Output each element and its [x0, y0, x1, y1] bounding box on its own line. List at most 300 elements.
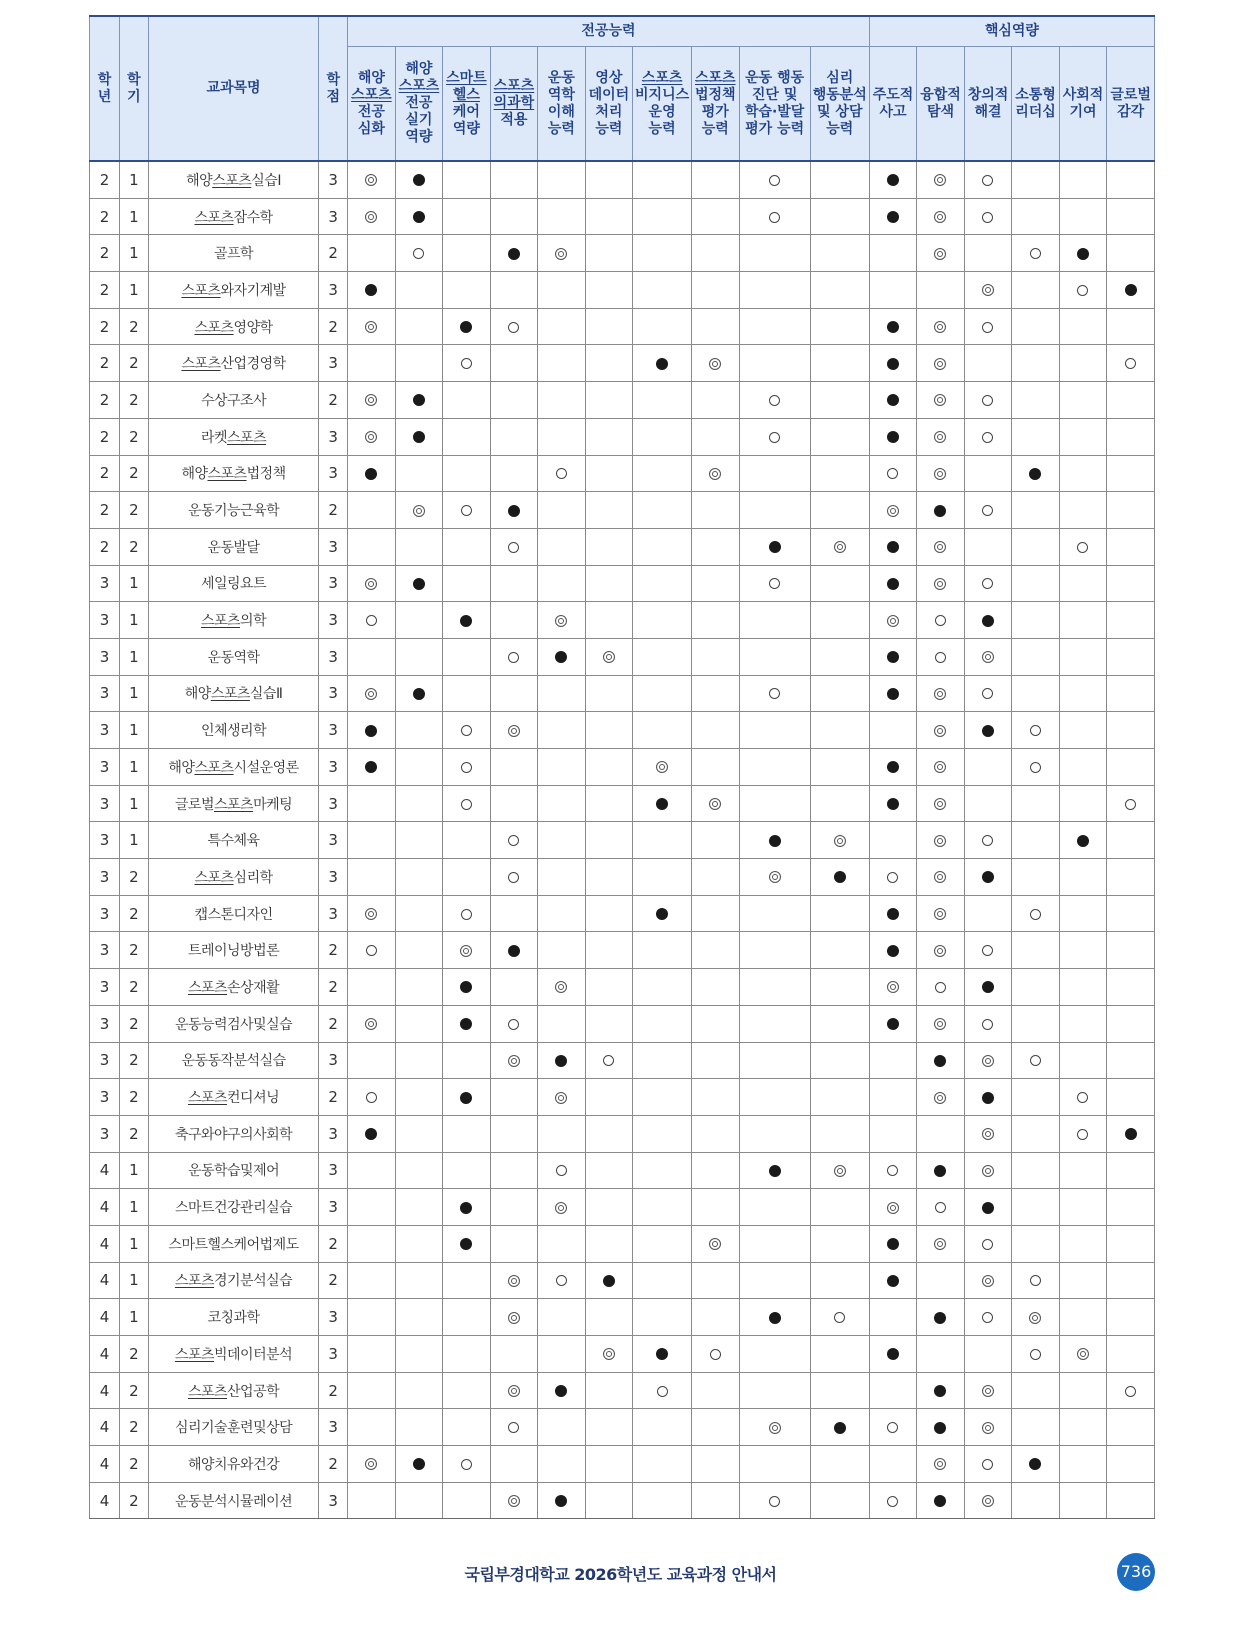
cell-major-7 [633, 345, 692, 382]
open-circle-mark [556, 468, 567, 479]
cell-major-3 [443, 198, 491, 235]
cell-year: 2 [90, 418, 120, 455]
cell-major-1 [348, 602, 396, 639]
col-header-core-4 [1012, 47, 1060, 162]
open-circle-mark [710, 1349, 721, 1360]
cell-semester: 1 [119, 1299, 148, 1336]
table-row [90, 785, 1155, 822]
filled-circle-mark [365, 284, 377, 296]
double-circle-mark [934, 798, 946, 810]
cell-major-5 [538, 455, 586, 492]
cell-credits: 2 [319, 1079, 348, 1116]
cell-core-1 [869, 749, 917, 786]
cell-core-2 [917, 1409, 965, 1446]
cell-credits: 3 [319, 565, 348, 602]
cell-semester: 2 [119, 1446, 148, 1483]
cell-major-4 [490, 1336, 538, 1373]
cell-core-3 [964, 1152, 1012, 1189]
cell-major-8 [692, 198, 740, 235]
cell-core-6 [1107, 418, 1155, 455]
open-circle-mark [508, 542, 519, 553]
cell-core-1 [869, 308, 917, 345]
table-row [90, 1079, 1155, 1116]
cell-core-6 [1107, 1409, 1155, 1446]
col-header-line: 데이터 [588, 86, 630, 103]
double-circle-mark [934, 248, 946, 260]
cell-core-5 [1059, 712, 1107, 749]
cell-major-3 [443, 1189, 491, 1226]
cell-credits: 3 [319, 272, 348, 309]
cell-core-1 [869, 1299, 917, 1336]
filled-circle-mark [887, 431, 899, 443]
double-circle-mark [709, 798, 721, 810]
cell-major-5 [538, 1079, 586, 1116]
table-row [90, 895, 1155, 932]
cell-major-9 [739, 712, 810, 749]
cell-major-1 [348, 895, 396, 932]
cell-credits: 3 [319, 1299, 348, 1336]
open-circle-mark [887, 468, 898, 479]
cell-core-1 [869, 1262, 917, 1299]
cell-major-3 [443, 1336, 491, 1373]
cell-core-5 [1059, 235, 1107, 272]
cell-major-10 [810, 418, 869, 455]
cell-major-8 [692, 418, 740, 455]
cell-core-1 [869, 1409, 917, 1446]
cell-major-8 [692, 235, 740, 272]
cell-core-1 [869, 418, 917, 455]
cell-core-3 [964, 712, 1012, 749]
cell-core-4 [1012, 528, 1060, 565]
double-circle-mark [934, 358, 946, 370]
course-name-keyword: 스포츠 [214, 796, 254, 813]
cell-semester: 2 [119, 1482, 148, 1519]
cell-major-5 [538, 1225, 586, 1262]
open-circle-mark [1125, 1386, 1136, 1397]
cell-core-2 [917, 1299, 965, 1336]
cell-major-3 [443, 382, 491, 419]
cell-core-1 [869, 1042, 917, 1079]
col-header-line: 헬스 [452, 86, 480, 103]
cell-core-3 [964, 1042, 1012, 1079]
open-circle-mark [508, 1019, 519, 1030]
filled-circle-mark [887, 321, 899, 333]
cell-core-4 [1012, 969, 1060, 1006]
cell-major-2 [395, 1079, 443, 1116]
cell-major-6 [585, 272, 633, 309]
cell-core-4 [1012, 822, 1060, 859]
open-circle-mark [461, 762, 472, 773]
col-header-line: 주도적 [872, 86, 914, 103]
double-circle-mark [934, 835, 946, 847]
cell-major-1 [348, 1152, 396, 1189]
cell-course-name: 코칭과학 [148, 1299, 318, 1336]
double-circle-mark [709, 1238, 721, 1250]
cell-course-name: 해양스포츠시설운영론 [148, 749, 318, 786]
filled-circle-mark [1029, 1458, 1041, 1470]
open-circle-mark [508, 652, 519, 663]
cell-major-4 [490, 969, 538, 1006]
cell-year: 3 [90, 712, 120, 749]
cell-major-5 [538, 638, 586, 675]
cell-major-10 [810, 235, 869, 272]
col-header-major-4 [490, 47, 538, 162]
cell-major-2 [395, 1482, 443, 1519]
col-header-line: 케어 [452, 103, 480, 120]
cell-core-1 [869, 1336, 917, 1373]
col-header-line: 비지니스 [635, 86, 690, 103]
cell-course-name: 운동학습및제어 [148, 1152, 318, 1189]
cell-core-6 [1107, 1299, 1155, 1336]
filled-circle-mark [887, 578, 899, 590]
cell-course-name: 세일링요트 [148, 565, 318, 602]
cell-core-1 [869, 1372, 917, 1409]
cell-core-4 [1012, 1005, 1060, 1042]
course-name-keyword: 스포츠 [227, 429, 267, 446]
cell-major-10 [810, 1225, 869, 1262]
filled-circle-mark [934, 505, 946, 517]
cell-major-10 [810, 345, 869, 382]
cell-core-3 [964, 1446, 1012, 1483]
cell-major-4 [490, 1152, 538, 1189]
open-circle-mark [769, 395, 780, 406]
cell-major-9 [739, 272, 810, 309]
table-row [90, 969, 1155, 1006]
cell-semester: 2 [119, 895, 148, 932]
cell-major-6 [585, 638, 633, 675]
cell-semester: 1 [119, 272, 148, 309]
filled-circle-mark [1125, 284, 1137, 296]
cell-core-1 [869, 565, 917, 602]
cell-semester: 2 [119, 345, 148, 382]
col-header-line: 의과학 [493, 95, 535, 111]
cell-credits: 2 [319, 492, 348, 529]
cell-major-6 [585, 602, 633, 639]
cell-major-2 [395, 1336, 443, 1373]
cell-major-6 [585, 455, 633, 492]
cell-core-6 [1107, 675, 1155, 712]
cell-core-5 [1059, 161, 1107, 198]
cell-major-1 [348, 345, 396, 382]
cell-major-1 [348, 1299, 396, 1336]
cell-major-1 [348, 1225, 396, 1262]
cell-core-4 [1012, 1152, 1060, 1189]
cell-year: 3 [90, 565, 120, 602]
cell-core-1 [869, 492, 917, 529]
cell-core-3 [964, 1262, 1012, 1299]
cell-major-8 [692, 161, 740, 198]
cell-major-2 [395, 492, 443, 529]
cell-major-2 [395, 1409, 443, 1446]
cell-major-1 [348, 272, 396, 309]
cell-major-8 [692, 1446, 740, 1483]
cell-core-2 [917, 1225, 965, 1262]
cell-core-4 [1012, 565, 1060, 602]
cell-year: 4 [90, 1152, 120, 1189]
table-body [90, 161, 1155, 1519]
cell-major-2 [395, 1262, 443, 1299]
cell-major-4 [490, 1372, 538, 1409]
cell-major-7 [633, 859, 692, 896]
filled-circle-mark [460, 1018, 472, 1030]
cell-major-2 [395, 602, 443, 639]
col-header-line: 이해 [547, 103, 575, 120]
cell-core-4 [1012, 1336, 1060, 1373]
filled-circle-mark [982, 615, 994, 627]
filled-circle-mark [460, 615, 472, 627]
cell-major-10 [810, 492, 869, 529]
filled-circle-mark [887, 541, 899, 553]
col-header-major-10 [810, 47, 869, 162]
table-row [90, 1262, 1155, 1299]
cell-core-6 [1107, 528, 1155, 565]
cell-major-9 [739, 418, 810, 455]
filled-circle-mark [887, 174, 899, 186]
cell-major-7 [633, 1115, 692, 1152]
cell-major-6 [585, 382, 633, 419]
cell-major-2 [395, 198, 443, 235]
col-header-line: 스포츠 [398, 78, 440, 94]
col-header-major-2 [395, 47, 443, 162]
cell-major-7 [633, 1482, 692, 1519]
cell-major-4 [490, 528, 538, 565]
cell-major-5 [538, 822, 586, 859]
curriculum-competency-table [89, 15, 1155, 1519]
cell-core-6 [1107, 161, 1155, 198]
cell-major-8 [692, 492, 740, 529]
cell-semester: 2 [119, 1372, 148, 1409]
double-circle-mark [934, 908, 946, 920]
open-circle-mark [935, 615, 946, 626]
filled-circle-mark [413, 394, 425, 406]
cell-core-2 [917, 1446, 965, 1483]
cell-major-6 [585, 1225, 633, 1262]
cell-core-4 [1012, 712, 1060, 749]
page-number-badge: 736 [1117, 1553, 1155, 1591]
cell-major-10 [810, 565, 869, 602]
cell-course-name: 해양스포츠법정책 [148, 455, 318, 492]
cell-core-6 [1107, 1225, 1155, 1262]
double-circle-mark [508, 1055, 520, 1067]
cell-major-3 [443, 602, 491, 639]
filled-circle-mark [1077, 835, 1089, 847]
cell-semester: 2 [119, 1005, 148, 1042]
col-header-line: 역학 [547, 86, 575, 103]
cell-major-9 [739, 235, 810, 272]
open-circle-mark [461, 1459, 472, 1470]
cell-major-10 [810, 859, 869, 896]
cell-major-6 [585, 859, 633, 896]
cell-major-1 [348, 1189, 396, 1226]
cell-major-7 [633, 1079, 692, 1116]
cell-core-3 [964, 1189, 1012, 1226]
cell-core-3 [964, 822, 1012, 859]
col-header-line: 능력 [595, 120, 623, 137]
cell-major-5 [538, 675, 586, 712]
cell-core-1 [869, 1079, 917, 1116]
cell-course-name: 특수체육 [148, 822, 318, 859]
course-name-keyword: 스포츠 [210, 686, 250, 703]
filled-circle-mark [934, 1495, 946, 1507]
filled-circle-mark [887, 1348, 899, 1360]
cell-major-7 [633, 492, 692, 529]
col-header-major-9 [739, 47, 810, 162]
cell-credits: 2 [319, 1262, 348, 1299]
cell-credits: 3 [319, 1115, 348, 1152]
col-header-credits-label: 학 점 [326, 71, 340, 105]
cell-major-7 [633, 1299, 692, 1336]
filled-circle-mark [887, 798, 899, 810]
col-header-line: 영상 [595, 69, 623, 86]
cell-major-5 [538, 785, 586, 822]
col-header-line: 행동분석 [812, 86, 867, 103]
filled-circle-mark [887, 651, 899, 663]
cell-major-8 [692, 822, 740, 859]
cell-core-6 [1107, 638, 1155, 675]
cell-core-2 [917, 1189, 965, 1226]
cell-major-5 [538, 1446, 586, 1483]
cell-core-2 [917, 161, 965, 198]
cell-major-9 [739, 895, 810, 932]
table-row [90, 345, 1155, 382]
cell-core-2 [917, 1262, 965, 1299]
cell-major-9 [739, 1115, 810, 1152]
cell-course-name: 운동능력검사및실습 [148, 1005, 318, 1042]
double-circle-mark [508, 1495, 520, 1507]
cell-major-9 [739, 1189, 810, 1226]
cell-major-1 [348, 565, 396, 602]
cell-major-2 [395, 272, 443, 309]
cell-core-3 [964, 932, 1012, 969]
cell-major-5 [538, 1262, 586, 1299]
cell-year: 4 [90, 1482, 120, 1519]
cell-major-3 [443, 1079, 491, 1116]
cell-year: 2 [90, 235, 120, 272]
cell-core-2 [917, 528, 965, 565]
cell-core-2 [917, 638, 965, 675]
cell-major-4 [490, 1482, 538, 1519]
cell-credits: 3 [319, 455, 348, 492]
double-circle-mark [508, 725, 520, 737]
cell-major-2 [395, 1189, 443, 1226]
open-circle-mark [366, 945, 377, 956]
cell-major-3 [443, 1372, 491, 1409]
open-circle-mark [935, 652, 946, 663]
cell-core-3 [964, 455, 1012, 492]
col-header-line: 능력 [701, 120, 729, 137]
filled-circle-mark [769, 1165, 781, 1177]
table-row [90, 308, 1155, 345]
cell-credits: 2 [319, 1372, 348, 1409]
cell-year: 3 [90, 1042, 120, 1079]
cell-core-2 [917, 932, 965, 969]
open-circle-mark [1030, 1349, 1041, 1360]
col-header-line: 해양 [405, 61, 433, 77]
cell-course-name: 스포츠심리학 [148, 859, 318, 896]
cell-major-6 [585, 1372, 633, 1409]
cell-major-7 [633, 455, 692, 492]
cell-core-5 [1059, 455, 1107, 492]
cell-major-8 [692, 308, 740, 345]
open-circle-mark [556, 1165, 567, 1176]
cell-credits: 3 [319, 675, 348, 712]
course-name-keyword: 스포츠 [174, 1346, 214, 1363]
cell-course-name: 심리기술훈련및상담 [148, 1409, 318, 1446]
cell-core-1 [869, 345, 917, 382]
cell-major-3 [443, 161, 491, 198]
cell-major-1 [348, 712, 396, 749]
cell-major-8 [692, 1079, 740, 1116]
filled-circle-mark [934, 1422, 946, 1434]
double-circle-mark [365, 211, 377, 223]
cell-credits: 2 [319, 932, 348, 969]
open-circle-mark [769, 175, 780, 186]
filled-circle-mark [887, 1275, 899, 1287]
double-circle-mark [934, 1092, 946, 1104]
cell-core-4 [1012, 198, 1060, 235]
filled-circle-mark [460, 1238, 472, 1250]
cell-major-5 [538, 382, 586, 419]
cell-major-8 [692, 1372, 740, 1409]
cell-semester: 2 [119, 1042, 148, 1079]
cell-major-1 [348, 1336, 396, 1373]
open-circle-mark [1030, 1275, 1041, 1286]
cell-core-2 [917, 749, 965, 786]
open-circle-mark [769, 1496, 780, 1507]
cell-major-4 [490, 161, 538, 198]
cell-major-10 [810, 1262, 869, 1299]
cell-major-10 [810, 1372, 869, 1409]
cell-semester: 2 [119, 528, 148, 565]
cell-credits: 2 [319, 308, 348, 345]
course-name-keyword: 스포츠 [212, 172, 252, 189]
cell-core-2 [917, 345, 965, 382]
col-header-line: 리더십 [1015, 103, 1056, 120]
filled-circle-mark [365, 725, 377, 737]
cell-course-name: 인체생리학 [148, 712, 318, 749]
course-name-keyword: 스포츠 [194, 869, 234, 886]
cell-core-4 [1012, 1299, 1060, 1336]
cell-core-3 [964, 345, 1012, 382]
cell-major-6 [585, 749, 633, 786]
cell-core-2 [917, 418, 965, 455]
cell-major-5 [538, 1336, 586, 1373]
cell-core-3 [964, 1372, 1012, 1409]
open-circle-mark [366, 615, 377, 626]
col-header-major-3 [443, 47, 491, 162]
cell-course-name: 스포츠손상재활 [148, 969, 318, 1006]
cell-major-7 [633, 1372, 692, 1409]
col-header-line: 탐색 [926, 103, 955, 120]
cell-year: 3 [90, 1005, 120, 1042]
double-circle-mark [555, 615, 567, 627]
double-circle-mark [709, 358, 721, 370]
cell-core-5 [1059, 859, 1107, 896]
col-header-core-2 [917, 47, 965, 162]
open-circle-mark [769, 432, 780, 443]
cell-core-5 [1059, 198, 1107, 235]
cell-core-5 [1059, 1446, 1107, 1483]
cell-core-6 [1107, 712, 1155, 749]
cell-major-10 [810, 969, 869, 1006]
cell-core-3 [964, 895, 1012, 932]
double-circle-mark [934, 1458, 946, 1470]
cell-major-4 [490, 1042, 538, 1079]
cell-credits: 3 [319, 749, 348, 786]
cell-major-6 [585, 198, 633, 235]
cell-year: 4 [90, 1262, 120, 1299]
cell-major-4 [490, 932, 538, 969]
